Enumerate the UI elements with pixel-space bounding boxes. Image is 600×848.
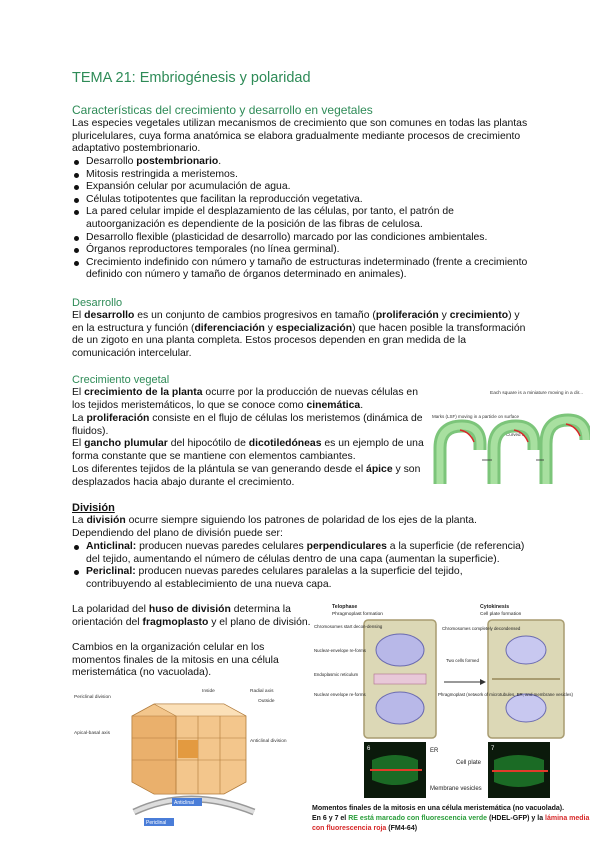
section-heading-division: División: [72, 502, 115, 514]
label-chrom-complete: Chromosomes completely decondensed: [442, 626, 521, 631]
hook-label-left: Marks (LSF) moving in a particle on surface: [432, 414, 520, 419]
label-cell-plate: Cell plate: [456, 760, 482, 766]
label-er: ER: [430, 748, 439, 754]
label-cytokinesis: Cytokinesis: [480, 604, 510, 610]
label-phragmo-formation: Phragmoplast formation: [332, 612, 383, 617]
cube-label-anticlinal-div: Anticlinal division: [250, 739, 287, 744]
section3-paragraph-3: El gancho plumular del hipocótilo de dicotiledóneas es un ejemplo de una forma constante que se mantiene con elementos cambiantes.: [72, 438, 424, 462]
figure-caption: Momentos finales de la mitosis en una célula meristemática (no vacuolada). En 6 y 7 el RE está marcado con fluorescencia verde (HDEL-GFP) y la lámina media con fluorescencia roja (FM4-64): [312, 805, 590, 832]
section2-paragraph: El desarrollo es un conjunto de cambios progresivos en tamaño (proliferación y crecimiento) y en la estructura y función (diferenciación y especialización) que hacen posible la transformación de un zigoto en una planta completa. Estos procesos dependen en gran medida de la comunicación intercelular.: [72, 310, 526, 359]
label-membrane-vesicles: Membrane vesicles: [430, 786, 482, 792]
section4-paragraph-1: La división ocurre siempre siguiendo los patrones de polaridad de los ejes de la planta.: [72, 515, 477, 526]
label-anticlinal: Anticlinal: [174, 800, 195, 806]
phragmoplast-band: [374, 674, 426, 684]
plumular-hook-figure: [430, 386, 590, 486]
section3-paragraph-4: Los diferentes tejidos de la plántula se van generando desde el ápice y son desplazados hacia abajo durante el crecimiento.: [72, 464, 421, 488]
section3-paragraph-1: El crecimiento de la planta ocurre por la producción de nuevas células en los tejidos meristemáticos, lo que se conoce como cinemática.: [72, 387, 418, 411]
label-periclinal: Periclinal: [146, 820, 167, 826]
cube-label-outside: Outside: [258, 699, 275, 704]
list-item-anticlinal: Anticlinal: producen nuevas paredes celulares perpendiculares a la superficie (de referencia) del tejido, aumentando el número de células dentro de una capa (aumentan la superficie).: [72, 541, 530, 566]
list-item: Células totipotentes que facilitan la reproducción vegetativa.: [72, 194, 532, 207]
list-item: Mitosis restringida a meristemos.: [72, 169, 532, 182]
section4-paragraph-4: Cambios en la organización celular en los momentos finales de la mitosis en una célula meristemática (no vacuolada).: [72, 642, 279, 679]
stage-arrow-head: [480, 679, 486, 685]
highlighted-cell: [178, 740, 198, 758]
panel-number-6: 6: [367, 746, 371, 752]
section-heading-desarrollo: Desarrollo: [72, 297, 123, 309]
hook-label-curved: Curved stream: [506, 432, 536, 437]
section3-paragraph-2: La proliferación consiste en el flujo de células los meristemos (dinámica de fluidos).: [72, 413, 423, 437]
hook-label-cotyledon: Cotyledon: [558, 420, 579, 425]
list-item: Desarrollo flexible (plasticidad de desarrollo) marcado por las condiciones ambientales.: [72, 232, 532, 245]
hook-label-top: Each square is a miniature moving in a dir...: [490, 391, 584, 396]
cube-label-inside: Inside: [202, 689, 215, 694]
cytokinesis-nucleus-bottom: [506, 694, 546, 722]
telophase-nucleus-bottom: [376, 692, 424, 724]
label-cell-plate-formation: Cell plate formation: [480, 612, 522, 617]
cube-label-periclinal-div: Periclinal division: [74, 695, 111, 700]
division-type-list: [72, 541, 530, 591]
section1-intro: Las especies vegetales utilizan mecanismos de crecimiento que son comunes en todas las plantas pluricelulares, cuya forma anatómica se elabora gradualmente mediante procesos de crecimiento adaptativo postembrionario.: [72, 118, 528, 155]
section4-paragraph-3: La polaridad del huso de división determina la orientación del fragmoplasto y el plano de división.: [72, 604, 311, 628]
page-title: TEMA 21: Embriogénesis y polaridad: [72, 70, 311, 86]
list-item: Expansión celular por acumulación de agua.: [72, 181, 532, 194]
section4-paragraph-2: Dependiendo del plano de división puede ser:: [72, 528, 283, 539]
panel-number-7: 7: [491, 746, 495, 752]
list-item: Desarrollo postembrionario.: [72, 156, 532, 169]
list-item-periclinal: Periclinal: producen nuevas paredes celulares paralelas a la superficie del tejido, contribuyendo al establecimiento de una nueva capa.: [72, 566, 530, 591]
cube-label-radial: Radial axis: [250, 689, 274, 694]
label-chrom-start: Chromosomes start decon-densing: [314, 624, 383, 629]
cube-left: [132, 716, 176, 794]
list-item: La pared celular impide el desplazamiento de las células, por tanto, el patrón de autoorganización es dependiente de la posición de las fibras de celulosa.: [72, 206, 532, 231]
label-nuclear-env: Nuclear-envelope re-forms: [314, 648, 366, 653]
telophase-nucleus-top: [376, 634, 424, 666]
label-phragmoplast: Phragmoplast (network of microtubules, ER, and membrane vesicles): [438, 692, 573, 697]
list-item: Crecimiento indefinido con número y tamaño de estructuras indeterminado (frente a crecimiento definido con número y tamaño de órganos determinado en animales).: [72, 257, 532, 282]
cube-label-apical: Apical-basal axis: [74, 731, 110, 736]
section-heading-crecimiento-vegetal: Crecimiento vegetal: [72, 374, 170, 386]
division-planes-figure: [74, 682, 304, 832]
cytokinesis-nucleus-top: [506, 636, 546, 664]
label-two-cells: Two cells formed: [446, 658, 479, 663]
label-endo: Endoplasmic reticulum: [314, 672, 359, 677]
list-item: Órganos reproductores temporales (no línea germinal).: [72, 244, 532, 257]
mitosis-final-stages-figure: [312, 600, 592, 802]
label-nuclear-env-2: Nuclear envelope re-forms: [314, 692, 366, 697]
section-heading-crecimiento-desarrollo: Características del crecimiento y desarrollo en vegetales: [72, 103, 373, 117]
section1-bullet-list: [72, 156, 532, 282]
label-telophase: Telophase: [332, 604, 358, 610]
